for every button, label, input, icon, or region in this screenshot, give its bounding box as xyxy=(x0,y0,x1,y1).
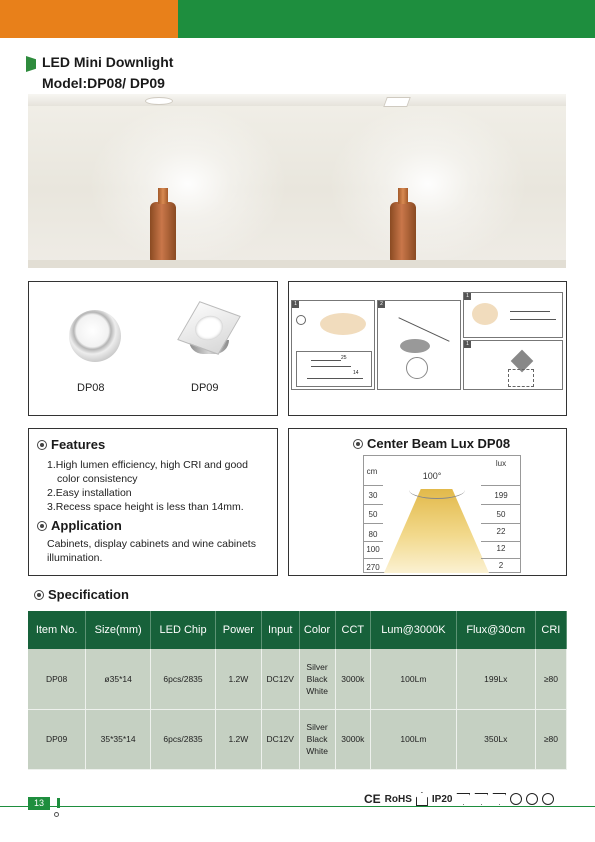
lux-value-cell: 12 xyxy=(496,544,506,553)
ce-mark: CE xyxy=(364,792,381,806)
square-outline-icon xyxy=(508,369,534,387)
install-step-2 xyxy=(377,300,461,390)
title-marker-icon xyxy=(26,56,36,72)
step-number: 2 xyxy=(378,301,385,308)
step-number: 1 xyxy=(464,293,471,300)
specification-table xyxy=(28,611,567,770)
distance-cell: 30 xyxy=(368,491,378,500)
column-header: CRI xyxy=(535,611,566,649)
column-header: Input xyxy=(261,611,299,649)
light-face-icon xyxy=(406,357,428,379)
table-cell: Silver Black White xyxy=(299,709,335,769)
bullet-icon xyxy=(37,521,47,531)
table-cell: DC12V xyxy=(261,709,299,769)
page-number: 13 xyxy=(28,797,50,810)
light-glow xyxy=(328,104,528,264)
lux-value-cell: 22 xyxy=(496,527,506,536)
column-header: LED Chip xyxy=(151,611,216,649)
hole-icon xyxy=(296,315,306,325)
dp09-product-image xyxy=(177,301,241,355)
lux-heading-text: Center Beam Lux DP08 xyxy=(367,436,511,451)
table-row xyxy=(28,709,567,769)
step-number: 1 xyxy=(464,341,471,348)
step-number: 1 xyxy=(292,301,299,308)
distance-cell: 270 xyxy=(366,563,380,572)
shelf-top xyxy=(28,94,566,106)
column-header: Lum@3000K xyxy=(371,611,457,649)
beam-angle-label: 100° xyxy=(422,471,442,481)
beam-angle-arc xyxy=(409,481,465,499)
dp08-product-image xyxy=(69,310,121,362)
specification-heading xyxy=(34,587,129,602)
table-cell: 3000k xyxy=(335,649,371,709)
application-heading xyxy=(37,518,122,533)
table-cell: 100Lm xyxy=(371,649,457,709)
mm-mark-icon xyxy=(474,793,488,805)
cutout-icon xyxy=(472,303,498,325)
rohs-mark: RoHS xyxy=(384,793,412,805)
column-header: Color xyxy=(299,611,335,649)
bottle-image xyxy=(390,202,416,262)
ip20-mark: IP20 xyxy=(431,793,453,805)
class-iii-icon xyxy=(510,793,522,805)
table-cell: 350Lx xyxy=(456,709,535,769)
table-cell: ≥80 xyxy=(535,649,566,709)
table-cell: 1.2W xyxy=(215,709,261,769)
weee-bin-icon xyxy=(542,793,554,805)
install-step-3 xyxy=(463,292,563,338)
dimension-label: 14 xyxy=(353,370,359,376)
lux-value-cell: 199 xyxy=(494,491,508,500)
feature-item: 2.Easy installation xyxy=(47,487,132,499)
lux-panel xyxy=(288,428,567,576)
dimension-label: 25 xyxy=(341,355,347,361)
bullet-icon xyxy=(34,590,44,600)
table-header-row xyxy=(28,611,567,649)
installation-diagram xyxy=(288,281,567,416)
hero-photo xyxy=(28,94,566,268)
table-cell: 199Lx xyxy=(456,649,535,709)
feature-item: color consistency xyxy=(57,473,138,485)
table-cell: DP09 xyxy=(28,709,86,769)
shelf-floor xyxy=(28,260,566,268)
distance-cell: 80 xyxy=(368,530,378,539)
install-step-1 xyxy=(291,300,375,390)
table-cell: 6pcs/2835 xyxy=(151,709,216,769)
features-heading xyxy=(37,437,105,452)
light-unit-icon xyxy=(400,339,430,353)
light-glow xyxy=(88,104,288,264)
lux-value-cell: 2 xyxy=(498,561,504,570)
f-mark-icon xyxy=(456,793,470,805)
square-downlight-icon xyxy=(383,97,411,107)
application-heading-text: Application xyxy=(51,518,122,533)
features-panel xyxy=(28,428,278,576)
install-step-4 xyxy=(463,340,563,390)
cutout-icon xyxy=(320,313,366,335)
model-subtitle: Model:DP08/ DP09 xyxy=(42,75,165,91)
distance-cell: 100 xyxy=(366,545,380,554)
header-green-bar xyxy=(178,0,595,38)
table-cell: 100Lm xyxy=(371,709,457,769)
specification-heading-text: Specification xyxy=(48,587,129,602)
dp08-label: DP08 xyxy=(77,382,105,394)
column-header: Power xyxy=(215,611,261,649)
table-cell: ø35*14 xyxy=(86,649,151,709)
column-header: Item No. xyxy=(28,611,86,649)
features-heading-text: Features xyxy=(51,437,106,452)
table-cell: 3000k xyxy=(335,709,371,769)
round-downlight-icon xyxy=(145,97,173,105)
m-mark-icon xyxy=(492,793,506,805)
products-panel xyxy=(28,281,278,416)
dp09-label: DP09 xyxy=(191,382,219,394)
table-cell: DC12V xyxy=(261,649,299,709)
bullet-icon xyxy=(37,440,47,450)
table-cell: 35*35*14 xyxy=(86,709,151,769)
header-orange-bar xyxy=(0,0,178,38)
certification-marks xyxy=(364,791,554,807)
page-dot-icon xyxy=(54,812,59,817)
column-header: Size(mm) xyxy=(86,611,151,649)
table-cell: 1.2W xyxy=(215,649,261,709)
feature-item: 1.High lumen efficiency, high CRI and good xyxy=(47,459,248,471)
feature-item: 3.Recess space height is less than 14mm. xyxy=(47,501,244,513)
table-cell: Silver Black White xyxy=(299,649,335,709)
application-text: Cabinets, display cabinets and wine cabinets illumination. xyxy=(47,538,256,564)
lux-label: lux xyxy=(495,459,507,468)
no-lamp-icon xyxy=(526,793,538,805)
table-cell: ≥80 xyxy=(535,709,566,769)
column-header: CCT xyxy=(335,611,371,649)
table-cell: 6pcs/2835 xyxy=(151,649,216,709)
house-icon xyxy=(416,792,428,806)
lux-value-cell: 50 xyxy=(496,510,506,519)
column-header: Flux@30cm xyxy=(456,611,535,649)
bottle-image xyxy=(150,202,176,262)
distance-cell: 50 xyxy=(368,510,378,519)
features-list xyxy=(47,458,277,514)
page-tick-icon xyxy=(57,798,60,808)
lux-heading xyxy=(353,436,510,451)
page-title: LED Mini Downlight xyxy=(42,54,174,70)
cm-label: cm xyxy=(366,467,378,476)
table-cell: DP08 xyxy=(28,649,86,709)
table-row xyxy=(28,649,567,709)
bullet-icon xyxy=(353,439,363,449)
dimension-drawing xyxy=(296,351,372,387)
